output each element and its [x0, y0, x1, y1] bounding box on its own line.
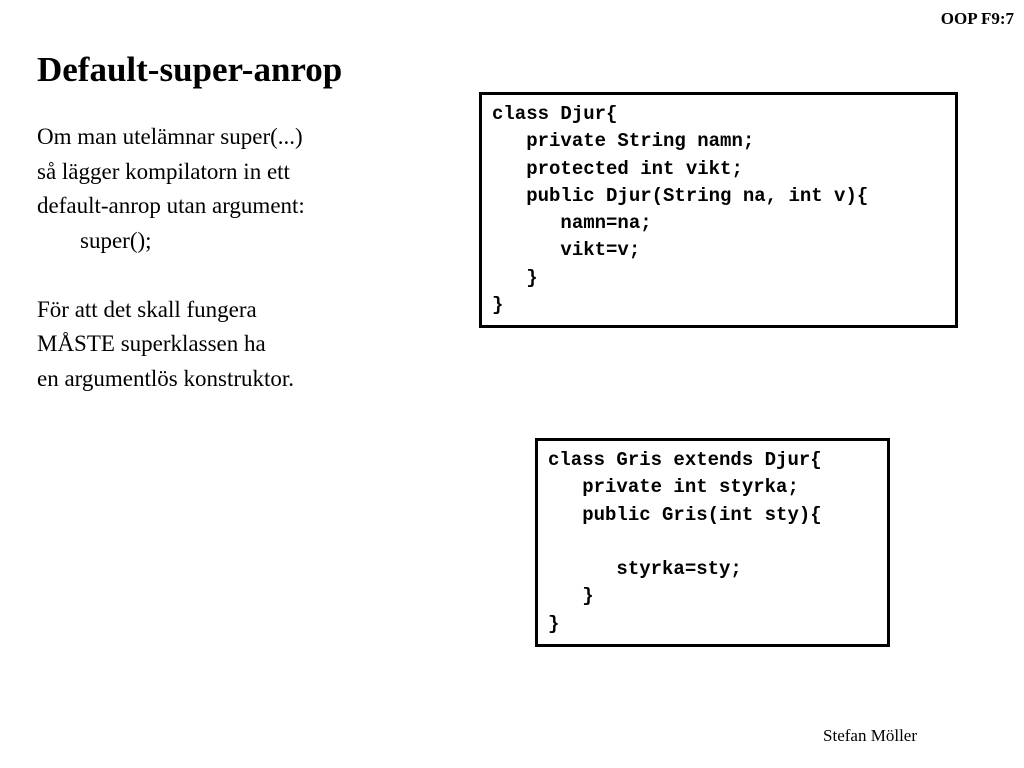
code-line: public Djur(String na, int v){	[492, 184, 869, 207]
code-box-djur	[479, 92, 958, 328]
code-line: private int styrka;	[548, 476, 799, 499]
code-line: class Djur{	[492, 103, 618, 125]
code-line: }	[548, 612, 560, 635]
code-line: class Gris extends Djur{	[548, 449, 822, 471]
code-line	[548, 529, 877, 556]
paragraph2-line3: en argumentlös konstruktor.	[37, 365, 295, 391]
code-line: private String namn;	[492, 130, 755, 153]
code-line: styrka=sty;	[548, 558, 742, 581]
paragraph1-line2: så lägger kompilatorn in ett	[37, 158, 290, 184]
paragraph-spacer	[37, 258, 305, 293]
paragraph2-line2: MÅSTE superklassen ha	[37, 331, 266, 356]
code-box-gris	[535, 438, 890, 647]
paragraph2-line1: För att det skall fungera	[37, 296, 257, 322]
code-line: }	[548, 585, 594, 608]
code-line: namn=na;	[492, 212, 652, 235]
code-line: }	[492, 294, 504, 317]
paragraph1-line3: default-anrop utan argument:	[37, 193, 305, 218]
paragraph1-line4: super();	[80, 227, 152, 253]
slide-title: Default-super-anrop	[37, 50, 343, 89]
code-line: vikt=v;	[492, 239, 641, 262]
explanation-text	[37, 120, 305, 396]
paragraph1-line1: Om man utelämnar super(...)	[37, 124, 303, 149]
code-line: protected int vikt;	[492, 157, 743, 180]
author-name: Stefan Möller	[823, 726, 917, 745]
code-line: public Gris(int sty){	[548, 503, 822, 526]
slide-number: OOP F9:7	[940, 9, 1014, 28]
code-line: }	[492, 266, 538, 289]
